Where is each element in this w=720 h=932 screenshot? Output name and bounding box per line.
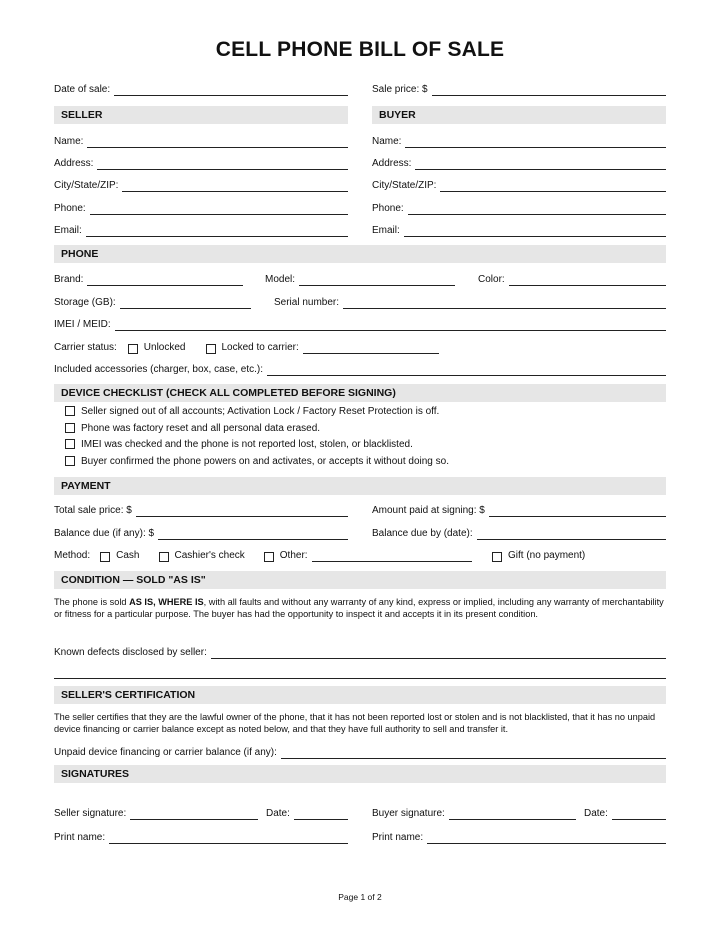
storage-field[interactable] xyxy=(54,295,251,309)
accessories-field[interactable] xyxy=(54,362,666,376)
checklist-section-header: DEVICE CHECKLIST (CHECK ALL COMPLETED BEFORE SIGNING) xyxy=(54,384,666,402)
buyer-print-name-field[interactable] xyxy=(372,830,666,844)
storage-label: Storage (GB): xyxy=(54,297,116,308)
unpaid-balance-label: Unpaid device financing or carrier balance (if any): xyxy=(54,747,277,758)
buyer-name-field[interactable] xyxy=(372,134,666,148)
seller-address-label: Address: xyxy=(54,158,94,169)
balance-date-label: Balance due by (date): xyxy=(372,528,473,539)
checklist-item-text: IMEI was checked and the phone is not reported lost, stolen, or blacklisted. xyxy=(81,438,413,450)
balance-due-line[interactable] xyxy=(158,529,348,540)
serial-field[interactable] xyxy=(274,295,666,309)
model-label: Model: xyxy=(265,274,296,285)
seller-phone-field[interactable] xyxy=(54,201,348,215)
payment-method-row xyxy=(54,548,472,562)
buyer-date-label: Date: xyxy=(584,808,608,819)
brand-line[interactable] xyxy=(87,275,243,286)
buyer-address-field[interactable] xyxy=(372,156,666,170)
checklist-item-text: Phone was factory reset and all personal data erased. xyxy=(81,422,321,434)
balance-date-line[interactable] xyxy=(477,529,666,540)
buyer-print-name-line[interactable] xyxy=(427,833,666,844)
seller-email-line[interactable] xyxy=(86,226,348,237)
document-title: CELL PHONE BILL OF SALE xyxy=(215,38,505,61)
condition-section-header: CONDITION — SOLD "AS IS" xyxy=(54,571,666,589)
buyer-signature-field[interactable] xyxy=(372,806,576,820)
amount-paid-line[interactable] xyxy=(489,506,666,517)
unpaid-balance-field[interactable] xyxy=(54,745,666,759)
unlocked-label: Unlocked xyxy=(143,342,186,353)
sale-price-field[interactable] xyxy=(372,82,666,96)
seller-name-label: Name: xyxy=(54,136,84,147)
seller-address-field[interactable] xyxy=(54,156,348,170)
seller-city-field[interactable] xyxy=(54,178,348,192)
checklist-item[interactable] xyxy=(65,404,439,418)
buyer-name-line[interactable] xyxy=(405,137,666,148)
seller-phone-line[interactable] xyxy=(90,204,348,215)
storage-line[interactable] xyxy=(120,298,251,309)
buyer-signature-line[interactable] xyxy=(449,809,576,820)
balance-due-field[interactable] xyxy=(54,526,348,540)
as-is-text-end: , with all faults and without any warranty of any kind, express or implied, including any warranty of merchantability or fitness for a particular purpose. The buyer has had the opportunity to inspect it and accepts it in its present condition. xyxy=(54,597,664,619)
buyer-phone-line[interactable] xyxy=(408,204,666,215)
date-of-sale-line[interactable] xyxy=(114,85,348,96)
known-defects-line-2[interactable] xyxy=(54,678,666,679)
sale-price-label: Sale price: $ xyxy=(372,84,428,95)
total-price-field[interactable] xyxy=(54,503,348,517)
buyer-email-field[interactable] xyxy=(372,223,666,237)
imei-line[interactable] xyxy=(115,320,666,331)
cashiers-check-checkbox[interactable] xyxy=(159,552,169,562)
balance-due-label: Balance due (if any): $ xyxy=(54,528,155,539)
buyer-city-line[interactable] xyxy=(440,181,666,192)
buyer-phone-field[interactable] xyxy=(372,201,666,215)
buyer-signature-label: Buyer signature: xyxy=(372,808,445,819)
other-method-line[interactable] xyxy=(312,551,472,562)
signatures-section-header: SIGNATURES xyxy=(54,765,666,783)
seller-date-label: Date: xyxy=(266,808,290,819)
seller-address-line[interactable] xyxy=(97,159,348,170)
color-field[interactable] xyxy=(478,272,666,286)
seller-city-line[interactable] xyxy=(122,181,348,192)
locked-label: Locked to carrier: xyxy=(221,342,299,353)
buyer-email-line[interactable] xyxy=(404,226,666,237)
certification-section-header: SELLER'S CERTIFICATION xyxy=(54,686,666,704)
serial-label: Serial number: xyxy=(274,297,340,308)
buyer-section-header: BUYER xyxy=(372,106,666,124)
as-is-paragraph xyxy=(54,596,668,620)
checklist-checkbox[interactable] xyxy=(65,406,75,416)
seller-email-field[interactable] xyxy=(54,223,348,237)
buyer-address-label: Address: xyxy=(372,158,412,169)
checklist-checkbox[interactable] xyxy=(65,456,75,466)
total-price-label: Total sale price: $ xyxy=(54,505,132,516)
known-defects-label: Known defects disclosed by seller: xyxy=(54,647,207,658)
cash-label: Cash xyxy=(116,550,140,561)
model-field[interactable] xyxy=(265,272,455,286)
gift-label: Gift (no payment) xyxy=(508,550,586,561)
amount-paid-label: Amount paid at signing: $ xyxy=(372,505,485,516)
seller-signature-label: Seller signature: xyxy=(54,808,127,819)
date-of-sale-label: Date of sale: xyxy=(54,84,111,95)
checklist-item[interactable] xyxy=(65,421,320,435)
seller-signature-field[interactable] xyxy=(54,806,258,820)
known-defects-line[interactable] xyxy=(211,648,666,659)
seller-phone-label: Phone: xyxy=(54,203,86,214)
buyer-address-line[interactable] xyxy=(415,159,666,170)
other-label: Other: xyxy=(279,550,308,561)
seller-city-label: City/State/ZIP: xyxy=(54,180,119,191)
accessories-line[interactable] xyxy=(267,365,666,376)
buyer-city-field[interactable] xyxy=(372,178,666,192)
method-label: Method: xyxy=(54,550,91,561)
locked-carrier-line[interactable] xyxy=(303,343,439,354)
as-is-bold-text: AS IS, WHERE IS xyxy=(129,597,204,607)
buyer-email-label: Email: xyxy=(372,225,400,236)
seller-section-header: SELLER xyxy=(54,106,348,124)
unlocked-checkbox[interactable] xyxy=(128,344,138,354)
certification-paragraph: The seller certifies that they are the lawful owner of the phone, that it has not been reported lost or stolen and is not blacklisted, that it has no unpaid device financing or carrier balance except as noted below, and that they have full authority to sell and transfer it. xyxy=(54,712,656,734)
seller-print-name-field[interactable] xyxy=(54,830,348,844)
seller-email-label: Email: xyxy=(54,225,82,236)
checklist-item-text: Seller signed out of all accounts; Activation Lock / Factory Reset Protection is off. xyxy=(81,405,440,417)
balance-date-field[interactable] xyxy=(372,526,666,540)
as-is-text-start: The phone is sold xyxy=(54,597,130,607)
unpaid-balance-line[interactable] xyxy=(281,748,666,759)
seller-date-field[interactable] xyxy=(266,806,348,820)
seller-signature-line[interactable] xyxy=(130,809,258,820)
brand-field[interactable] xyxy=(54,272,243,286)
seller-print-name-line[interactable] xyxy=(109,833,348,844)
imei-label: IMEI / MEID: xyxy=(54,319,111,330)
amount-paid-field[interactable] xyxy=(372,503,666,517)
checklist-item[interactable] xyxy=(65,437,413,451)
buyer-date-field[interactable] xyxy=(584,806,666,820)
accessories-label: Included accessories (charger, box, case, etc.): xyxy=(54,364,263,375)
cash-checkbox[interactable] xyxy=(100,552,110,562)
buyer-date-line[interactable] xyxy=(612,809,666,820)
gift-checkbox[interactable] xyxy=(492,552,502,562)
color-label: Color: xyxy=(478,274,505,285)
checklist-checkbox[interactable] xyxy=(65,423,75,433)
color-line[interactable] xyxy=(509,275,666,286)
checklist-checkbox[interactable] xyxy=(65,439,75,449)
buyer-print-name-label: Print name: xyxy=(372,832,424,843)
other-checkbox[interactable] xyxy=(264,552,274,562)
payment-section-header: PAYMENT xyxy=(54,477,666,495)
locked-checkbox[interactable] xyxy=(206,344,216,354)
buyer-name-label: Name: xyxy=(372,136,402,147)
seller-name-line[interactable] xyxy=(87,137,348,148)
buyer-city-label: City/State/ZIP: xyxy=(372,180,437,191)
total-price-line[interactable] xyxy=(136,506,348,517)
page-number: Page 1 of 2 xyxy=(338,892,382,902)
cashiers-check-label: Cashier's check xyxy=(174,550,245,561)
carrier-status-row xyxy=(54,340,464,354)
known-defects-field[interactable] xyxy=(54,645,666,659)
gift-option[interactable] xyxy=(492,548,666,562)
carrier-status-label: Carrier status: xyxy=(54,342,117,353)
checklist-item-text: Buyer confirmed the phone powers on and activates, or accepts it without doing so. xyxy=(81,455,449,467)
date-of-sale-field[interactable] xyxy=(54,82,348,96)
imei-field[interactable] xyxy=(54,317,666,331)
brand-label: Brand: xyxy=(54,274,84,285)
sale-price-line[interactable] xyxy=(432,85,666,96)
seller-date-line[interactable] xyxy=(294,809,348,820)
seller-name-field[interactable] xyxy=(54,134,348,148)
buyer-phone-label: Phone: xyxy=(372,203,404,214)
phone-section-header: PHONE xyxy=(54,245,666,263)
serial-line[interactable] xyxy=(343,298,666,309)
checklist-item[interactable] xyxy=(65,454,449,468)
model-line[interactable] xyxy=(299,275,455,286)
seller-print-name-label: Print name: xyxy=(54,832,106,843)
